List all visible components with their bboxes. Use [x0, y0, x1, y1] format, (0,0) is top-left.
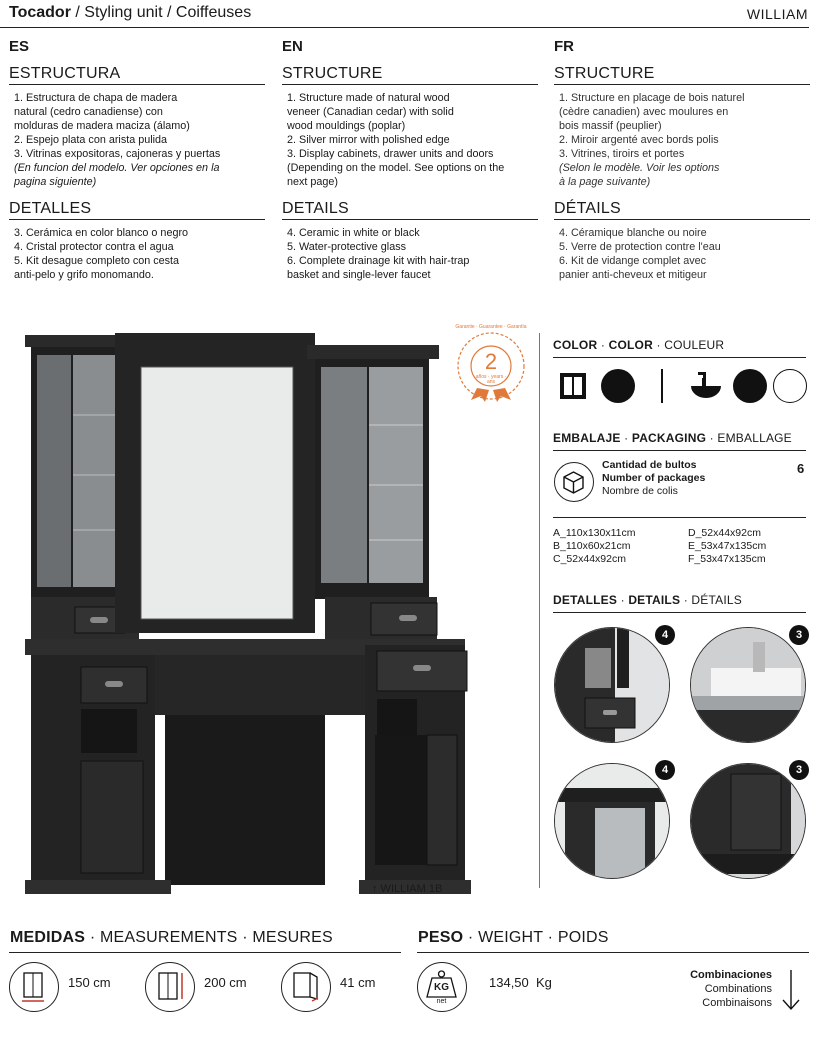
width-value: 150 cm	[68, 975, 111, 990]
package-box-icon	[554, 462, 594, 502]
structure-text: 1. Estructura de chapa de madera natural (cedro canadiense) con molduras de madera maciza (álamo) 2. Espejo plata con arista pulida 3. Vitrinas expositoras, cajoneras y puertas (En funcion del modelo. Ver opciones en la pagina siguiente)	[14, 92, 221, 188]
details-title: DETAILS	[282, 200, 349, 217]
basin-faucet-icon	[688, 368, 724, 404]
combinations-link[interactable]: Combinaciones Combinations Combinaisons	[690, 969, 772, 1009]
packaging-title: EMBALAJE · PACKAGING · EMBALLAGE	[553, 431, 792, 445]
divider	[282, 84, 538, 85]
divider	[9, 84, 265, 85]
divider	[553, 612, 806, 613]
guarantee-years-text: años · years · ans	[475, 374, 507, 385]
lang-label: EN	[282, 38, 303, 55]
header-divider	[0, 27, 809, 28]
structure-text: 1. Structure made of natural wood veneer (Canadian cedar) with solid wood mouldings (poplar) 2. Silver mirror with polished edge 3. Display cabinets, drawer units and doors (Depending on the model. See options on the next page)	[287, 92, 505, 188]
color-title: COLOR · COLOR · COULEUR	[553, 338, 725, 352]
divider	[553, 357, 806, 358]
detail-badge: 3	[789, 625, 809, 645]
product-caption: ↑ WILLIAM 1B	[372, 883, 443, 895]
title-es: Tocador	[9, 4, 71, 21]
width-icon	[9, 962, 59, 1012]
detail-badge: 4	[655, 760, 675, 780]
model-name: WILLIAM	[746, 6, 808, 22]
cabinet-icon	[558, 371, 588, 401]
page-title: Tocador / Styling unit / Coiffeuses	[9, 4, 252, 21]
package-count: 6	[797, 461, 805, 476]
detail-photo-drawer	[554, 627, 670, 743]
color-swatch-white-basin	[773, 369, 807, 403]
package-sizes-left: A_110x130x11cm B_110x60x21cm C_52x44x92cm	[553, 527, 636, 565]
weight-icon: KG net	[417, 962, 467, 1012]
title-en: Styling unit	[84, 4, 163, 21]
divider	[9, 219, 265, 220]
title-fr: Coiffeuses	[175, 4, 252, 21]
lang-label: FR	[554, 38, 574, 55]
structure-title: STRUCTURE	[554, 65, 655, 82]
structure-text: 1. Structure en placage de bois naturel (cèdre canadien) avec moulures en bois massif (peuplier) 2. Miroir argenté avec bords polis 3. Vitrines, tiroirs et portes (Selon le modèle. Voir les options à la page suivante)	[559, 92, 745, 188]
weight-title: PESO · WEIGHT · POIDS	[418, 929, 609, 946]
package-count-label: Cantidad de bultos Number of packages Nombre de colis	[602, 459, 706, 497]
column-fr	[554, 38, 810, 282]
vertical-divider	[539, 333, 540, 888]
height-value: 200 cm	[204, 975, 247, 990]
column-es	[9, 38, 265, 282]
details-text: 4. Céramique blanche ou noire 5. Verre de protection contre l'eau 6. Kit de vidange complet avec panier anti-cheveux et mitigeur	[559, 227, 721, 281]
detail-badge: 3	[789, 760, 809, 780]
details-text: 3. Cerámica en color blanco o negro 4. Cristal protector contra el agua 5. Kit desague completo con cesta anti-pelo y grifo monomando.	[14, 227, 189, 281]
product-image	[15, 315, 475, 895]
details-panel-title: DETALLES · DETAILS · DÉTAILS	[553, 593, 742, 607]
depth-value: 41 cm	[340, 975, 376, 990]
package-sizes-right: D_52x44x92cm E_53x47x135cm F_53x47x135cm	[688, 527, 767, 565]
styling-unit-illustration	[15, 315, 475, 895]
column-en	[282, 38, 538, 282]
divider	[554, 84, 810, 85]
divider	[553, 517, 806, 518]
weight-value: 134,50 Kg	[489, 975, 552, 990]
detail-photo-cornice	[554, 763, 670, 879]
guarantee-badge	[455, 324, 527, 402]
details-text: 4. Ceramic in white or black 5. Water-protective glass 6. Complete drainage kit with hair-trap basket and single-lever faucet	[287, 227, 470, 281]
structure-title: STRUCTURE	[282, 65, 383, 82]
details-title: DÉTAILS	[554, 200, 621, 217]
divider	[282, 219, 538, 220]
color-swatch-black-basin	[733, 369, 767, 403]
divider	[553, 450, 806, 451]
details-title: DETALLES	[9, 200, 92, 217]
detail-photo-basin	[690, 627, 806, 743]
arrow-down-icon[interactable]	[780, 968, 802, 1012]
divider	[9, 952, 401, 953]
detail-badge: 4	[655, 625, 675, 645]
guarantee-ring-text: Garantie · Guarantee · Garantía	[455, 324, 527, 330]
swatch-divider	[661, 369, 663, 403]
guarantee-years: 2	[484, 349, 498, 374]
divider	[417, 952, 809, 953]
depth-icon	[281, 962, 331, 1012]
structure-title: ESTRUCTURA	[9, 65, 121, 82]
height-icon	[145, 962, 195, 1012]
color-swatch-black	[601, 369, 635, 403]
divider	[554, 219, 810, 220]
measurements-title: MEDIDAS · MEASUREMENTS · MESURES	[10, 929, 333, 946]
lang-label: ES	[9, 38, 30, 55]
detail-photo-base	[690, 763, 806, 879]
